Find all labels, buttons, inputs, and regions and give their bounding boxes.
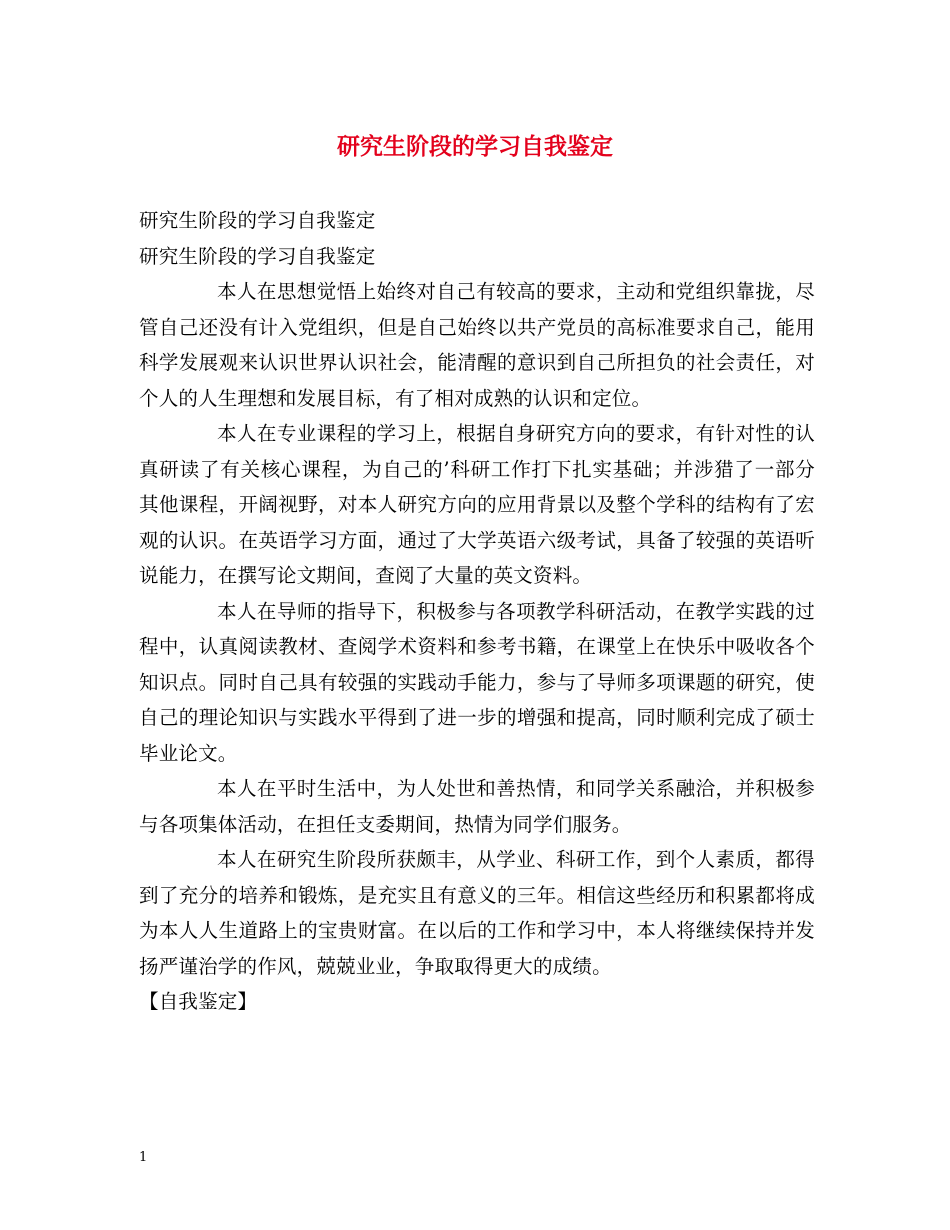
page-number: 1 <box>139 1150 148 1165</box>
paragraph-daily-life: 本人在平时生活中，为人处世和善热情，和同学关系融洽，并积极参与各项集体活动，在担任支委期间，热情为同学们服务。 <box>139 777 815 836</box>
document-title: 研究生阶段的学习自我鉴定 <box>337 133 613 160</box>
paragraph-ideology: 本人在思想觉悟上始终对自己有较高的要求，主动和党组织靠拢，尽管自己还没有计入党组织，但是自己始终以共产党员的高标准要求自己，能用科学发展观来认识世界认识社会，能清醒的意识到自己所担负的社会责任，对个人的人生理想和发展目标，有了相对成熟的认识和定位。 <box>139 280 815 410</box>
document-body <box>139 203 815 1020</box>
subtitle-line-1: 研究生阶段的学习自我鉴定 <box>139 209 376 232</box>
subtitle-line-2: 研究生阶段的学习自我鉴定 <box>139 244 376 268</box>
paragraph-coursework: 本人在专业课程的学习上，根据自身研究方向的要求，有针对性的认真研读了有关核心课程，为自己的’科研工作打下扎实基础；并涉猎了一部分其他课程，开阔视野，对本人研究方向的应用背景以及整个学科的结构有了宏观的认识。在英语学习方面，通过了大学英语六级考试，具备了较强的英语听说能力，在撰写论文期间，查阅了大量的英文资料。 <box>139 422 815 587</box>
category-tag: 【自我鉴定】 <box>139 990 258 1013</box>
paragraph-research: 本人在导师的指导下，积极参与各项教学科研活动，在教学实践的过程中，认真阅读教材、查阅学术资料和参考书籍，在课堂上在快乐中吸收各个知识点。同时自己具有较强的实践动手能力，参与了导师多项课题的研究，使自己的理论知识与实践水平得到了进一步的增强和提高，同时顺利完成了硕士毕业论文。 <box>139 599 815 765</box>
paragraph-summary: 本人在研究生阶段所获颇丰，从学业、科研工作，到个人素质，都得到了充分的培养和锻炼，是充实且有意义的三年。相信这些经历和积累都将成为本人人生道路上的宝贵财富。在以后的工作和学习中，本人将继续保持并发扬严谨治学的作风，兢兢业业，争取取得更大的成绩。 <box>139 848 815 978</box>
